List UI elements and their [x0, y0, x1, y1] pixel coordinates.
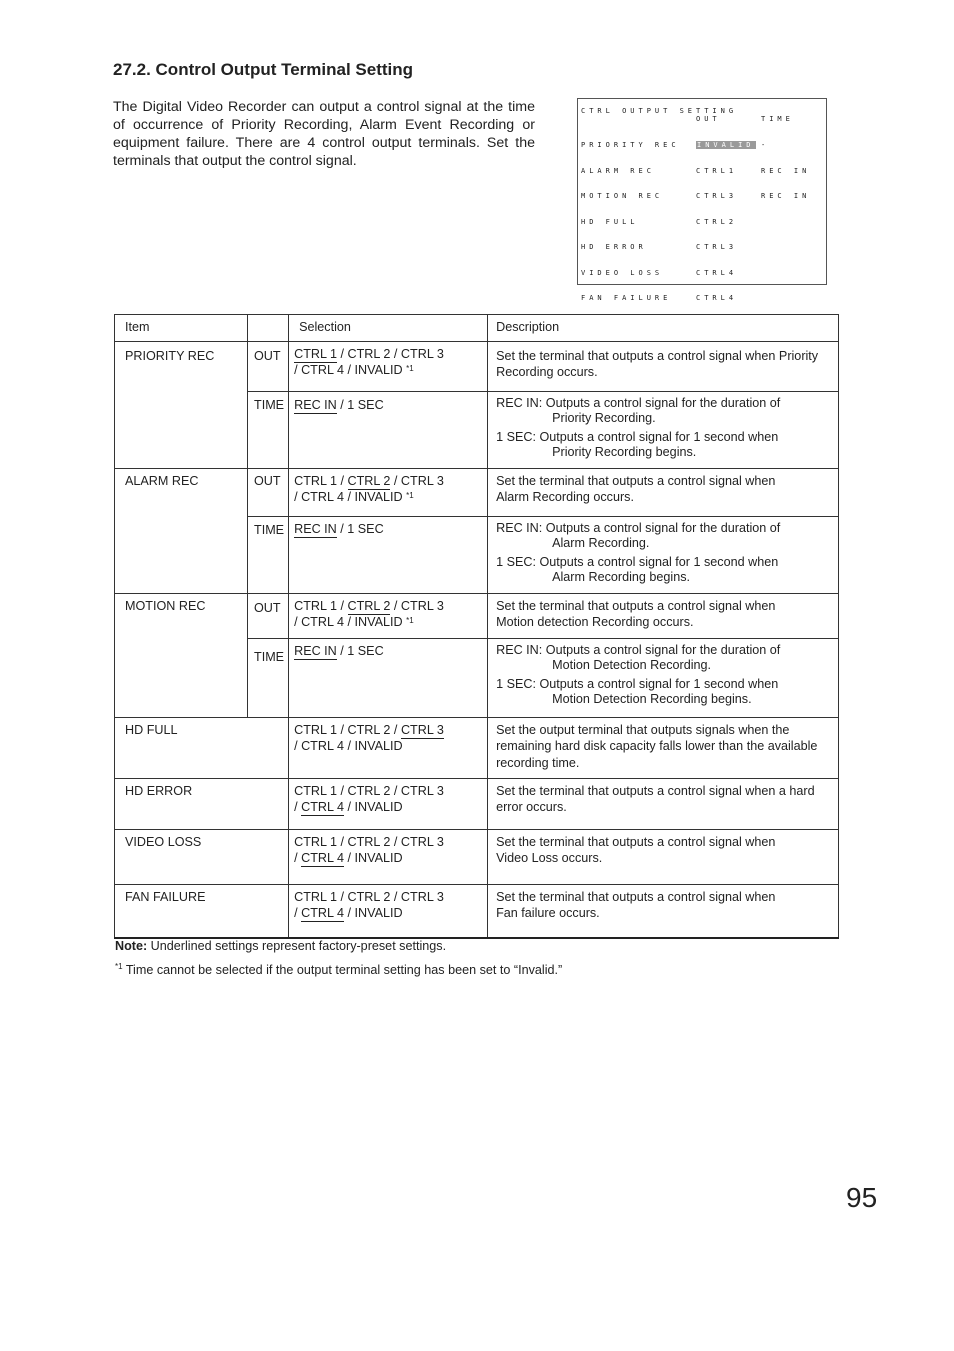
footnote-marker: *1 — [115, 962, 123, 971]
row-selection: CTRL 1 / CTRL 2 / CTRL 3 / CTRL 4 / INVALID — [289, 778, 488, 829]
osd-column-time: TIME — [761, 115, 794, 123]
table-row — [115, 341, 839, 391]
settings-table — [114, 314, 839, 939]
row-description: Set the terminal that outputs a control signal when a hard error occurs. — [488, 778, 839, 829]
row-item-label: HD FULL — [115, 717, 289, 778]
row-description: Set the terminal that outputs a control signal when Fan failure occurs. — [488, 884, 839, 938]
table-row — [115, 884, 839, 938]
osd-out: CTRL4 — [696, 294, 738, 302]
row-sub-label: OUT — [248, 468, 289, 516]
osd-item: HD ERROR — [581, 243, 647, 251]
row-description: Set the terminal that outputs a control signal when Alarm Recording occurs. — [488, 468, 839, 516]
row-selection: REC IN / 1 SEC — [289, 391, 488, 468]
row-selection: CTRL 1 / CTRL 2 / CTRL 3 / CTRL 4 / INVALID — [289, 717, 488, 778]
factory-default: CTRL 2 — [347, 598, 391, 613]
factory-default: CTRL 4 — [301, 800, 345, 814]
osd-screen-preview — [577, 98, 827, 302]
row-selection: REC IN / 1 SEC — [289, 516, 488, 593]
osd-out: CTRL2 — [696, 217, 738, 226]
row-item-label: PRIORITY REC — [115, 341, 248, 468]
page-number: 95 — [846, 1182, 878, 1213]
factory-default: REC IN — [294, 397, 337, 412]
factory-default: CTRL 1 — [294, 346, 338, 361]
osd-out: CTRL3 — [696, 243, 738, 251]
row-item-label: ALARM REC — [115, 468, 248, 593]
osd-column-out: OUT — [696, 115, 721, 123]
osd-time: REC IN — [761, 192, 811, 200]
row-description: Set the terminal that outputs a control signal when Priority Recording occurs. — [488, 341, 839, 391]
osd-out: CTRL1 — [696, 166, 738, 175]
table-row — [115, 778, 839, 829]
row-selection: REC IN / 1 SEC — [289, 638, 488, 717]
row-description: Set the terminal that outputs a control signal when Video Loss occurs. — [488, 829, 839, 884]
footnote-marker: *1 — [406, 491, 414, 500]
header-item: Item — [115, 315, 248, 342]
osd-out: CTRL4 — [696, 268, 738, 277]
row-sub-label: TIME — [248, 516, 289, 593]
row-sub-label: TIME — [248, 391, 289, 468]
row-item-label: HD ERROR — [115, 778, 289, 829]
table-row — [115, 829, 839, 884]
footnote: $^{*1}$ Time cannot be selected if the output terminal setting has been set to “Invalid.” — [115, 962, 563, 978]
osd-item: FAN FAILURE — [581, 294, 672, 302]
osd-out: CTRL3 — [696, 192, 738, 200]
factory-default: REC IN — [294, 643, 337, 658]
row-description: Set the output terminal that outputs signals when the remaining hard disk capacity falls lower than the available recording time. — [488, 717, 839, 778]
row-description: REC IN: Outputs a control signal for the duration of Priority Recording. 1 SEC: Outputs a control signal for 1 second when Priority Recording begins. — [488, 391, 839, 468]
row-selection: CTRL 1 / CTRL 2 / CTRL 3 / CTRL 4 / INVALID $^{*1}$ — [289, 593, 488, 638]
table-header-row — [115, 315, 839, 342]
row-selection: CTRL 1 / CTRL 2 / CTRL 3 / CTRL 4 / INVALID — [289, 829, 488, 884]
row-selection: CTRL 1 / CTRL 2 / CTRL 3 / CTRL 4 / INVALID $^{*1}$ — [289, 341, 488, 391]
factory-default: CTRL 4 — [301, 906, 345, 920]
factory-default: REC IN — [294, 521, 337, 536]
osd-item-list — [581, 124, 680, 320]
osd-time: - — [761, 141, 770, 149]
table-row — [115, 717, 839, 778]
osd-out-selected: INVALID — [697, 141, 755, 149]
factory-default: CTRL 2 — [347, 473, 391, 488]
row-selection: CTRL 1 / CTRL 2 / CTRL 3 / CTRL 4 / INVALID — [289, 884, 488, 938]
row-item-label: VIDEO LOSS — [115, 829, 289, 884]
row-description: Set the terminal that outputs a control signal when Motion detection Recording occurs. — [488, 593, 839, 638]
intro-paragraph: The Digital Video Recorder can output a control signal at the time of occurrence of Priority Recording, Alarm Event Recording or equipment failure. There are 4 control output terminals. Set the terminals that output the control signal. — [113, 99, 535, 169]
row-selection: CTRL 1 / CTRL 2 / CTRL 3 / CTRL 4 / INVALID $^{*1}$ — [289, 468, 488, 516]
factory-default: CTRL 3 — [400, 722, 444, 737]
row-sub-label: OUT — [248, 593, 289, 638]
table-row — [115, 593, 839, 638]
row-description: REC IN: Outputs a control signal for the duration of Motion Detection Recording. 1 SEC: Outputs a control signal for 1 second when Motion Detection Recording begins. — [488, 638, 839, 717]
osd-time-list — [761, 124, 810, 218]
header-selection: Selection — [289, 315, 488, 342]
osd-item: HD FULL — [581, 217, 639, 226]
osd-out-list — [696, 124, 756, 320]
osd-item: MOTION REC — [581, 192, 664, 200]
footnote-marker: *1 — [406, 364, 414, 373]
row-description: REC IN: Outputs a control signal for the duration of Alarm Recording. 1 SEC: Outputs a control signal for 1 second when Alarm Recording begins. — [488, 516, 839, 593]
row-item-label: MOTION REC — [115, 593, 248, 717]
header-description: Description — [488, 315, 839, 342]
osd-item: VIDEO LOSS — [581, 268, 664, 277]
note-label: Note: — [115, 939, 148, 953]
table-row — [115, 468, 839, 516]
header-sub — [248, 315, 289, 342]
section-heading: 27.2. Control Output Terminal Setting — [113, 60, 414, 79]
row-item-label: FAN FAILURE — [115, 884, 289, 938]
row-sub-label: OUT — [248, 341, 289, 391]
osd-time: REC IN — [761, 166, 811, 175]
factory-default: CTRL 4 — [301, 851, 345, 865]
osd-item: PRIORITY REC — [581, 141, 680, 149]
table-note: Note: Underlined settings represent factory-preset settings. — [115, 939, 447, 953]
osd-title: CTRL OUTPUT SETTING — [581, 107, 738, 115]
osd-item: ALARM REC — [581, 166, 655, 175]
footnote-marker: *1 — [406, 616, 414, 625]
row-sub-label: TIME — [248, 638, 289, 717]
